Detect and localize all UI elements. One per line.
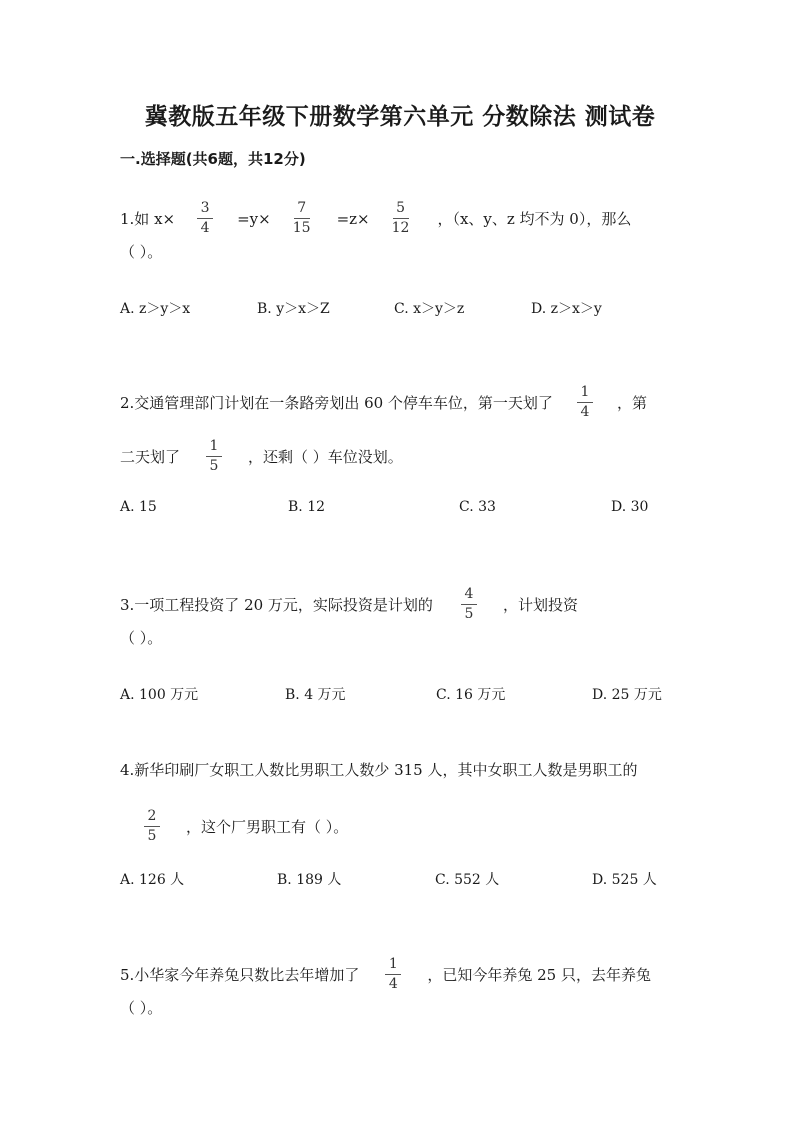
q2-option-b[interactable]: B. 12 — [288, 499, 326, 515]
q5-text-2: ，已知今年养兔 25 只，去年养兔 — [427, 965, 651, 984]
fraction-numerator: 3 — [200, 200, 210, 216]
fraction-bar — [385, 974, 401, 975]
fraction-bar — [206, 456, 222, 457]
q4-fraction-1 — [144, 808, 160, 845]
q2-text-2: ，第 — [616, 393, 647, 412]
fraction-bar — [577, 402, 593, 403]
q3-text-2: ，计划投资 — [502, 595, 578, 614]
fraction-denominator: 5 — [209, 458, 219, 474]
fraction-numerator: 5 — [396, 200, 405, 216]
q3-fraction-1 — [461, 586, 477, 623]
q3-option-b[interactable]: B. 4 万元 — [285, 687, 346, 703]
page-title: 冀教版五年级下册数学第六单元 分数除法 测试卷 — [144, 104, 656, 130]
q5-text-1: 5.小华家今年养兔只数比去年增加了 — [120, 965, 360, 984]
q4-text-1: 4.新华印刷厂女职工人数比男职工人数少 315 人，其中女职工人数是男职工的 — [120, 761, 638, 779]
q2-fraction-2 — [206, 438, 222, 475]
fraction-numerator: 4 — [464, 586, 474, 602]
q4-text-2: ，这个厂男职工有（ ）。 — [186, 817, 349, 836]
q4-option-b[interactable]: B. 189 人 — [277, 872, 342, 888]
q1-answer-blank: （ ）。 — [120, 243, 163, 261]
fraction-bar — [144, 826, 160, 827]
q3-option-d[interactable]: D. 25 万元 — [592, 687, 662, 703]
question-1 — [120, 200, 631, 237]
q2-text-3: 二天划了 — [120, 447, 181, 466]
q1-option-a[interactable]: A. z＞y＞x — [120, 301, 191, 317]
q3-option-a[interactable]: A. 100 万元 — [120, 687, 199, 703]
q5-answer-blank: （ ）。 — [120, 999, 163, 1017]
fraction-bar — [197, 218, 213, 219]
q1-fraction-3 — [392, 200, 410, 237]
q2-text-4: ，还剩（ ）车位没划。 — [248, 447, 403, 466]
fraction-numerator: 2 — [147, 808, 157, 824]
q5-fraction-1 — [385, 956, 401, 993]
q1-fraction-2 — [293, 200, 311, 237]
q4-option-a[interactable]: A. 126 人 — [120, 872, 185, 888]
q1-text-1: 1.如 x× — [120, 209, 176, 228]
question-4-line-2 — [120, 808, 348, 845]
fraction-bar — [294, 218, 310, 219]
fraction-denominator: 12 — [391, 220, 410, 236]
fraction-denominator: 15 — [292, 220, 311, 236]
fraction-bar — [461, 604, 477, 605]
section-heading: 一.选择题(共6题，共12分) — [120, 150, 306, 168]
q1-text-2: =y× — [237, 209, 271, 228]
fraction-denominator: 4 — [580, 404, 590, 420]
q1-fraction-1 — [197, 200, 213, 237]
fraction-numerator: 1 — [388, 956, 398, 972]
question-2-line-2 — [120, 438, 403, 475]
q1-option-b[interactable]: B. y＞x＞Z — [257, 301, 330, 317]
fraction-denominator: 5 — [147, 828, 157, 844]
fraction-bar — [393, 218, 409, 219]
q3-option-c[interactable]: C. 16 万元 — [436, 687, 506, 703]
q2-fraction-1 — [577, 384, 593, 421]
q2-text-1: 2.交通管理部门计划在一条路旁划出 60 个停车车位，第一天划了 — [120, 393, 553, 412]
q1-text-4: ，（x、y、z 均不为 0），那么 — [437, 209, 632, 228]
question-5 — [120, 956, 651, 993]
q2-option-c[interactable]: C. 33 — [459, 499, 496, 515]
q3-text-1: 3.一项工程投资了 20 万元，实际投资是计划的 — [120, 595, 433, 614]
fraction-numerator: 1 — [580, 384, 590, 400]
q2-option-a[interactable]: A. 15 — [120, 499, 157, 515]
fraction-denominator: 5 — [464, 606, 474, 622]
fraction-numerator: 1 — [209, 438, 219, 454]
q4-option-d[interactable]: D. 525 人 — [592, 872, 657, 888]
question-2 — [120, 384, 647, 421]
q1-option-c[interactable]: C. x＞y＞z — [394, 301, 465, 317]
q4-option-c[interactable]: C. 552 人 — [435, 872, 500, 888]
fraction-denominator: 4 — [200, 220, 210, 236]
question-4 — [120, 760, 637, 780]
q1-text-3: =z× — [336, 209, 370, 228]
fraction-numerator: 7 — [297, 200, 307, 216]
q2-option-d[interactable]: D. 30 — [611, 499, 649, 515]
question-3 — [120, 586, 578, 623]
fraction-denominator: 4 — [388, 976, 398, 992]
q1-option-d[interactable]: D. z＞x＞y — [531, 301, 602, 317]
q3-answer-blank: （ ）。 — [120, 629, 163, 647]
